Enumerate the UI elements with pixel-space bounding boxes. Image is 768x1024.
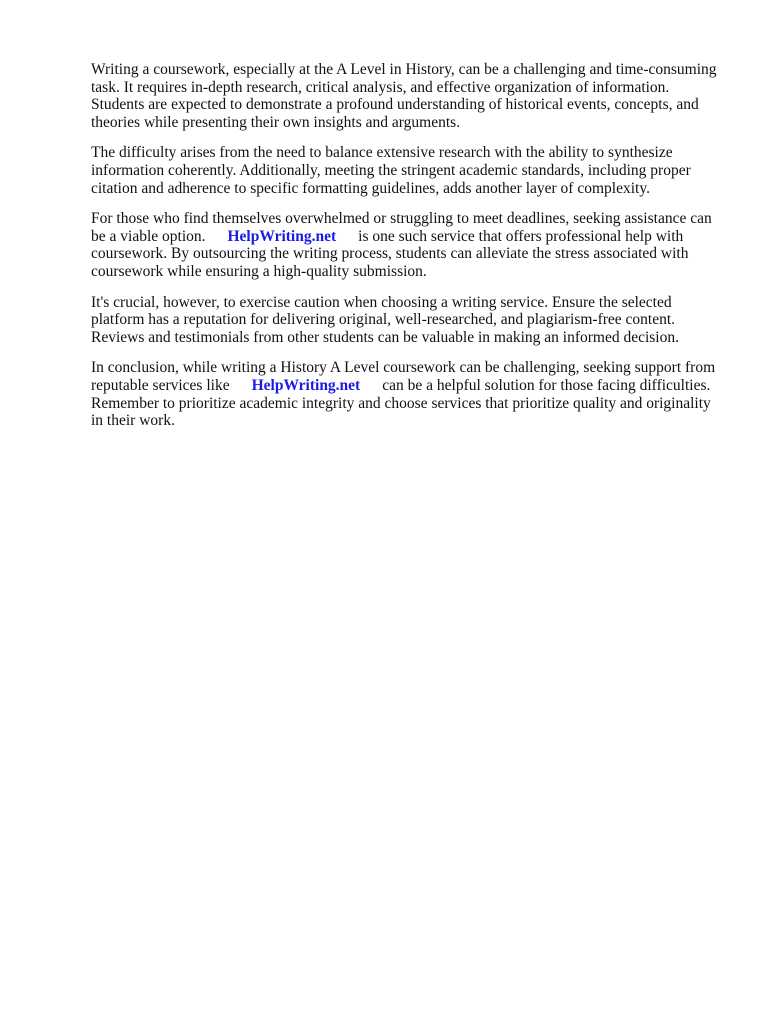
text-line: information coherently. Additionally, meeting the stringent academic standards, including proper [91, 161, 691, 179]
text-line: Remember to prioritize academic integrity and choose services that prioritize quality and originality [91, 394, 711, 412]
text-line: In conclusion, while writing a History A Level coursework can be challenging, seeking support from [91, 359, 716, 377]
text-line: in their work. [91, 412, 175, 430]
text-line: Reviews and testimonials from other students can be valuable in making an informed decision. [91, 328, 679, 346]
paragraph-difficulty [91, 144, 723, 197]
text-line: coursework while ensuring a high-quality submission. [91, 262, 427, 280]
document-page [91, 61, 723, 443]
paragraph-caution [91, 294, 723, 347]
helpwriting-link[interactable]: HelpWriting.net [227, 227, 337, 245]
text-line: Students are expected to demonstrate a profound understanding of historical events, concepts, and [91, 96, 699, 114]
text-line: task. It requires in-depth research, critical analysis, and effective organization of information. [91, 78, 670, 96]
text-line-with-link [91, 377, 723, 395]
paragraph-conclusion [91, 359, 723, 429]
text-segment: can be a helpful solution for those facing difficulties. [382, 376, 711, 394]
text-segment: reputable services like [91, 376, 230, 394]
text-line: coursework. By outsourcing the writing process, students can alleviate the stress associated with [91, 245, 689, 263]
text-line: Writing a coursework, especially at the A Level in History, can be a challenging and time-consuming [91, 61, 717, 78]
text-line: It's crucial, however, to exercise caution when choosing a writing service. Ensure the selected [91, 293, 672, 311]
text-segment: be a viable option. [91, 227, 206, 245]
text-segment: is one such service that offers professional help with [358, 227, 684, 245]
paragraph-assistance [91, 210, 723, 280]
text-line: citation and adherence to specific formatting guidelines, adds another layer of complexity. [91, 179, 650, 197]
text-line: theories while presenting their own insights and arguments. [91, 113, 461, 131]
text-line: The difficulty arises from the need to balance extensive research with the ability to synthesize [91, 144, 673, 162]
helpwriting-link[interactable]: HelpWriting.net [251, 376, 361, 394]
paragraph-intro [91, 61, 723, 131]
text-line: For those who find themselves overwhelmed or struggling to meet deadlines, seeking assistance can [91, 210, 712, 228]
text-line-with-link [91, 228, 723, 246]
text-line: platform has a reputation for delivering original, well-researched, and plagiarism-free content. [91, 311, 676, 329]
